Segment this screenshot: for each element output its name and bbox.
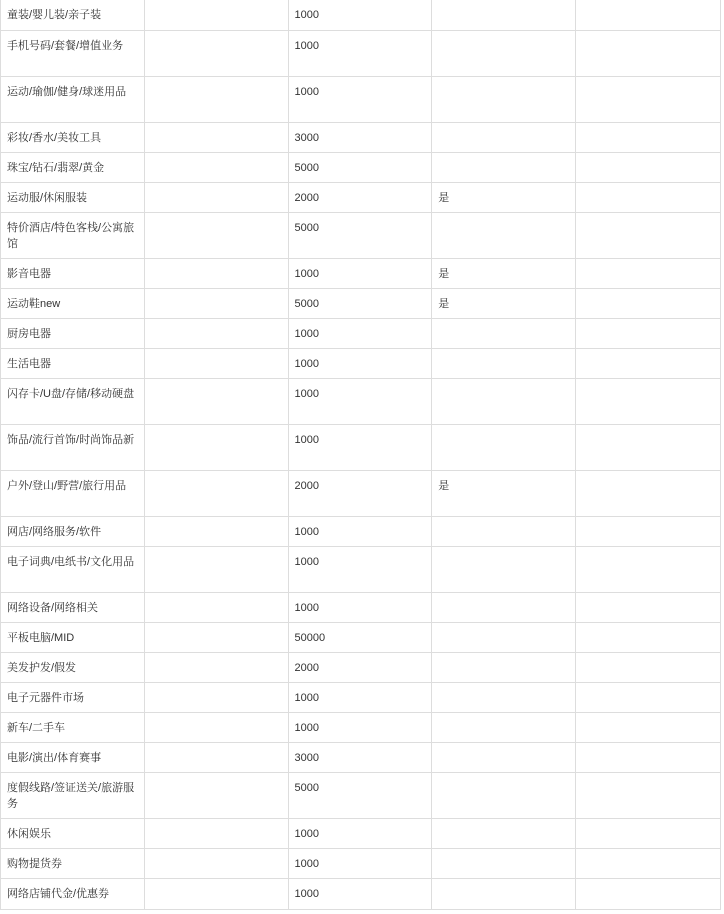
- table-row: [1, 547, 721, 593]
- category-cell: 平板电脑/MID: [1, 623, 145, 653]
- table-row: [1, 183, 721, 213]
- flag-cell: [432, 773, 576, 819]
- empty-cell: [144, 319, 288, 349]
- table-row: [1, 425, 721, 471]
- amount-cell: 1000: [288, 0, 432, 31]
- empty-cell: [576, 743, 721, 773]
- flag-cell: [432, 31, 576, 77]
- flag-cell: [432, 653, 576, 683]
- category-cell: 手机号码/套餐/增值业务: [1, 31, 145, 77]
- category-cell: 生活电器: [1, 349, 145, 379]
- empty-cell: [576, 471, 721, 517]
- table-row: [1, 819, 721, 849]
- flag-cell: [432, 743, 576, 773]
- empty-cell: [144, 425, 288, 471]
- flag-cell: [432, 77, 576, 123]
- amount-cell: 2000: [288, 471, 432, 517]
- amount-cell: 1000: [288, 879, 432, 910]
- table-row: [1, 77, 721, 123]
- flag-cell: [432, 349, 576, 379]
- empty-cell: [144, 773, 288, 819]
- empty-cell: [576, 517, 721, 547]
- category-cell: 电子词典/电纸书/文化用品: [1, 547, 145, 593]
- empty-cell: [144, 123, 288, 153]
- flag-cell: [432, 213, 576, 259]
- empty-cell: [144, 31, 288, 77]
- deposit-table-body: [1, 0, 721, 910]
- empty-cell: [576, 849, 721, 879]
- amount-cell: 5000: [288, 289, 432, 319]
- category-cell: 厨房电器: [1, 319, 145, 349]
- table-row: [1, 123, 721, 153]
- empty-cell: [576, 425, 721, 471]
- table-row: [1, 653, 721, 683]
- empty-cell: [144, 153, 288, 183]
- amount-cell: 1000: [288, 425, 432, 471]
- empty-cell: [144, 743, 288, 773]
- category-cell: 饰品/流行首饰/时尚饰品新: [1, 425, 145, 471]
- empty-cell: [576, 623, 721, 653]
- amount-cell: 1000: [288, 31, 432, 77]
- empty-cell: [576, 593, 721, 623]
- table-row: [1, 379, 721, 425]
- empty-cell: [576, 183, 721, 213]
- amount-cell: 3000: [288, 743, 432, 773]
- amount-cell: 1000: [288, 319, 432, 349]
- flag-cell: [432, 593, 576, 623]
- category-cell: 网络店铺代金/优惠券: [1, 879, 145, 910]
- amount-cell: 1000: [288, 517, 432, 547]
- empty-cell: [144, 471, 288, 517]
- table-row: [1, 879, 721, 910]
- empty-cell: [576, 259, 721, 289]
- empty-cell: [144, 349, 288, 379]
- category-cell: 新车/二手车: [1, 713, 145, 743]
- empty-cell: [144, 683, 288, 713]
- amount-cell: 1000: [288, 349, 432, 379]
- table-row: [1, 849, 721, 879]
- table-row: [1, 743, 721, 773]
- flag-cell: 是: [432, 289, 576, 319]
- category-cell: 网店/网络服务/软件: [1, 517, 145, 547]
- category-cell: 运动服/休闲服装: [1, 183, 145, 213]
- flag-cell: [432, 123, 576, 153]
- empty-cell: [576, 213, 721, 259]
- table-row: [1, 471, 721, 517]
- category-cell: 珠宝/钻石/翡翠/黄金: [1, 153, 145, 183]
- table-row: [1, 623, 721, 653]
- amount-cell: 1000: [288, 819, 432, 849]
- table-row: [1, 153, 721, 183]
- amount-cell: 5000: [288, 153, 432, 183]
- empty-cell: [144, 517, 288, 547]
- flag-cell: 是: [432, 471, 576, 517]
- amount-cell: 1000: [288, 379, 432, 425]
- category-cell: 休闲娱乐: [1, 819, 145, 849]
- empty-cell: [576, 879, 721, 910]
- empty-cell: [576, 379, 721, 425]
- amount-cell: 1000: [288, 593, 432, 623]
- flag-cell: [432, 879, 576, 910]
- flag-cell: [432, 517, 576, 547]
- empty-cell: [576, 547, 721, 593]
- empty-cell: [144, 0, 288, 31]
- table-row: [1, 593, 721, 623]
- flag-cell: [432, 713, 576, 743]
- empty-cell: [144, 259, 288, 289]
- empty-cell: [144, 213, 288, 259]
- amount-cell: 2000: [288, 183, 432, 213]
- table-row: [1, 259, 721, 289]
- amount-cell: 3000: [288, 123, 432, 153]
- empty-cell: [144, 379, 288, 425]
- empty-cell: [576, 123, 721, 153]
- flag-cell: 是: [432, 259, 576, 289]
- table-row: [1, 713, 721, 743]
- flag-cell: [432, 0, 576, 31]
- empty-cell: [144, 547, 288, 593]
- flag-cell: [432, 547, 576, 593]
- table-row: [1, 683, 721, 713]
- category-cell: 户外/登山/野营/旅行用品: [1, 471, 145, 517]
- flag-cell: [432, 819, 576, 849]
- empty-cell: [576, 349, 721, 379]
- flag-cell: [432, 683, 576, 713]
- amount-cell: 5000: [288, 773, 432, 819]
- empty-cell: [576, 31, 721, 77]
- empty-cell: [576, 289, 721, 319]
- empty-cell: [576, 773, 721, 819]
- flag-cell: [432, 319, 576, 349]
- table-row: [1, 213, 721, 259]
- category-cell: 闪存卡/U盘/存储/移动硬盘: [1, 379, 145, 425]
- empty-cell: [576, 653, 721, 683]
- category-cell: 度假线路/签证送关/旅游服务: [1, 773, 145, 819]
- amount-cell: 50000: [288, 623, 432, 653]
- empty-cell: [576, 713, 721, 743]
- category-cell: 美发护发/假发: [1, 653, 145, 683]
- category-cell: 购物提货券: [1, 849, 145, 879]
- empty-cell: [144, 713, 288, 743]
- empty-cell: [144, 623, 288, 653]
- empty-cell: [576, 0, 721, 31]
- empty-cell: [144, 653, 288, 683]
- category-cell: 运动/瑜伽/健身/球迷用品: [1, 77, 145, 123]
- empty-cell: [144, 593, 288, 623]
- flag-cell: [432, 425, 576, 471]
- flag-cell: [432, 379, 576, 425]
- amount-cell: 5000: [288, 213, 432, 259]
- category-cell: 特价酒店/特色客栈/公寓旅馆: [1, 213, 145, 259]
- empty-cell: [144, 819, 288, 849]
- table-row: [1, 773, 721, 819]
- table-row: [1, 0, 721, 31]
- flag-cell: [432, 153, 576, 183]
- empty-cell: [576, 153, 721, 183]
- table-row: [1, 289, 721, 319]
- table-row: [1, 31, 721, 77]
- empty-cell: [144, 879, 288, 910]
- flag-cell: 是: [432, 183, 576, 213]
- category-cell: 影音电器: [1, 259, 145, 289]
- table-row: [1, 517, 721, 547]
- amount-cell: 1000: [288, 259, 432, 289]
- amount-cell: 2000: [288, 653, 432, 683]
- category-cell: 电子元器件市场: [1, 683, 145, 713]
- category-cell: 彩妆/香水/美妆工具: [1, 123, 145, 153]
- amount-cell: 1000: [288, 547, 432, 593]
- category-cell: 电影/演出/体育赛事: [1, 743, 145, 773]
- empty-cell: [144, 289, 288, 319]
- empty-cell: [144, 849, 288, 879]
- empty-cell: [144, 77, 288, 123]
- flag-cell: [432, 623, 576, 653]
- empty-cell: [576, 819, 721, 849]
- table-row: [1, 349, 721, 379]
- flag-cell: [432, 849, 576, 879]
- amount-cell: 1000: [288, 77, 432, 123]
- empty-cell: [576, 77, 721, 123]
- table-row: [1, 319, 721, 349]
- category-cell: 运动鞋new: [1, 289, 145, 319]
- empty-cell: [576, 683, 721, 713]
- category-cell: 网络设备/网络相关: [1, 593, 145, 623]
- category-cell: 童装/婴儿装/亲子装: [1, 0, 145, 31]
- empty-cell: [144, 183, 288, 213]
- empty-cell: [576, 319, 721, 349]
- amount-cell: 1000: [288, 849, 432, 879]
- amount-cell: 1000: [288, 683, 432, 713]
- amount-cell: 1000: [288, 713, 432, 743]
